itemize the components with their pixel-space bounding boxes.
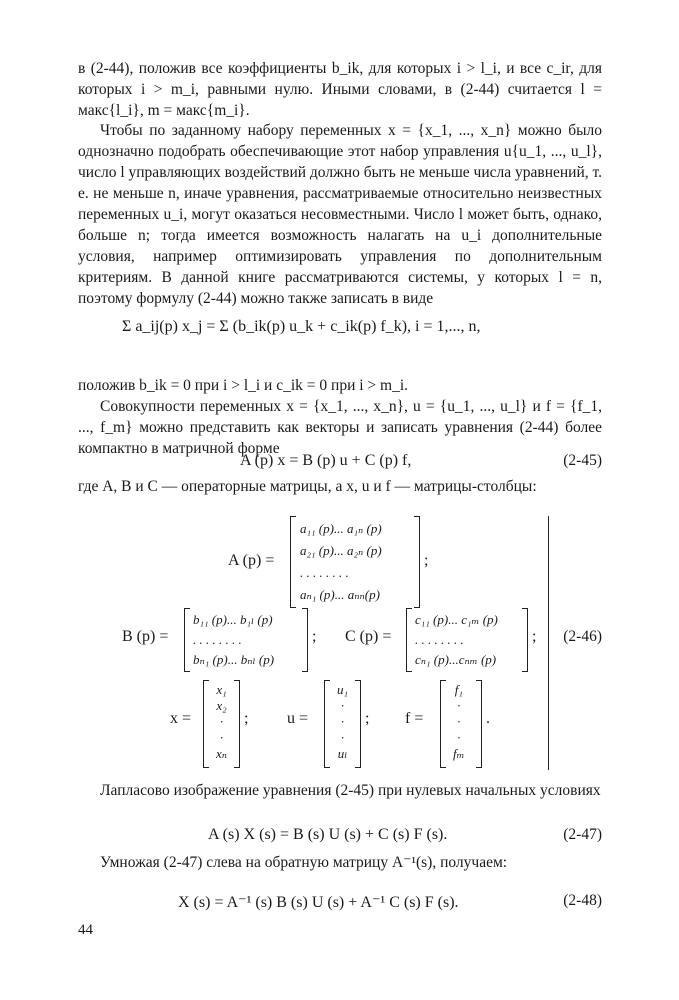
vector-f-left-bracket — [440, 680, 446, 768]
paragraph-1: в (2-44), положив все коэффициенты b_ik, для которых i > l_i, и все c_ir, для которых i > m_i, равными нулю. Иными словами, в (2-44) считается l = макс{l_i}, m = макс{m_i}. — [78, 60, 602, 119]
matrix-b-separator: ; — [312, 628, 317, 645]
vector-u-entry: uₗ — [337, 746, 348, 761]
page-number: 44 — [78, 922, 93, 938]
matrix-a-row: . . . . . . . . — [300, 565, 349, 580]
matrix-a-body — [300, 518, 382, 606]
matrix-a-row: aₙ₁ (p)... aₙₙ(p) — [300, 587, 380, 602]
matrix-b-row: b₁₁ (p)... b₁ₗ (p) — [193, 612, 273, 627]
equation-2-47: A (s) X (s) = B (s) U (s) + C (s) F (s). — [208, 826, 448, 843]
matrix-a-label: A (p) = — [228, 552, 275, 569]
vector-u-label: u = — [287, 710, 309, 727]
matrix-c-label: C (p) = — [345, 628, 392, 645]
vector-u-left-bracket — [324, 680, 330, 768]
vector-u-entry: · — [340, 730, 345, 745]
matrix-c-body — [415, 610, 498, 670]
matrix-c-separator: ; — [532, 628, 537, 645]
vector-x-right-bracket — [234, 680, 240, 768]
equation-number-2-46: (2-46) — [563, 628, 602, 645]
matrix-c-row: . . . . . . . . — [415, 632, 464, 647]
matrix-b-left-bracket — [184, 608, 190, 672]
vector-u-body — [337, 682, 348, 762]
vector-x-body — [216, 682, 227, 762]
vector-f-right-bracket — [476, 680, 482, 768]
vector-x-label: x = — [170, 710, 192, 727]
vector-u-right-bracket — [355, 680, 361, 768]
vector-x-left-bracket — [203, 680, 209, 768]
paragraph-3: положив b_ik = 0 при i > l_i и c_ik = 0 при i > m_i. — [78, 377, 409, 394]
matrix-c-left-bracket — [406, 608, 412, 672]
vector-x-entry: · — [219, 714, 224, 729]
vector-x-entry: x₂ — [216, 698, 227, 713]
equation-number-2-48: (2-48) — [563, 892, 602, 909]
vector-x-entry: xₙ — [216, 746, 228, 761]
matrix-a-separator: ; — [424, 552, 429, 569]
equation-2-45: A (p) x = B (p) u + C (p) f, — [240, 452, 412, 469]
vector-f-entry: · — [457, 730, 461, 745]
vector-f-entry: · — [457, 714, 461, 729]
matrix-a-row: a₂₁ (p)... a₂ₙ (p) — [300, 543, 382, 558]
matrix-b-row: . . . . . . . . — [193, 632, 242, 647]
matrix-b-label: B (p) = — [122, 628, 169, 645]
matrix-b-right-bracket — [302, 608, 308, 672]
paragraph-5: где A, B и C — операторные матрицы, а x, u и f — матрицы-столбцы: — [78, 478, 537, 495]
paragraph-4: Совокупности переменных x = {x_1, ..., x_n}, u = {u_1, ..., u_l} и f = {f_1, ..., f_m} можно представить как векторы и записать уравнения (2-44) более компактно в матричной форме — [78, 398, 602, 457]
matrix-a-right-bracket — [414, 516, 420, 608]
equation-2-48: X (s) = A⁻¹ (s) B (s) U (s) + A⁻¹ C (s) F (s). — [178, 894, 459, 911]
matrix-c-row: c₁₁ (p)... c₁ₘ (p) — [415, 612, 498, 627]
matrix-c-right-bracket — [522, 608, 528, 672]
sum-equation: Σ a_ij(p) x_j = Σ (b_ik(p) u_k + c_ik(p) f_k), i = 1,..., n, — [122, 318, 481, 335]
vector-u-entry: · — [340, 714, 345, 729]
paragraph-6: Лапласово изображение уравнения (2-45) при нулевых начальных условиях — [100, 782, 601, 799]
matrix-c-row: cₙ₁ (p)...cₙₘ (p) — [415, 652, 497, 667]
paragraph-7: Умножая (2-47) слева на обратную матрицу A⁻¹(s), получаем: — [100, 854, 508, 871]
matrix-b-row: bₙ₁ (p)... bₙₗ (p) — [193, 652, 275, 667]
vector-f-entry: f₁ — [454, 682, 463, 697]
matrix-group-brace — [540, 516, 549, 770]
vector-f-entry: fₘ — [453, 746, 465, 761]
vector-x-entry: · — [219, 730, 224, 745]
vector-u-entry: · — [340, 698, 345, 713]
vector-f-label: f = — [405, 710, 424, 727]
equation-number-2-47: (2-47) — [563, 826, 602, 843]
matrix-a-row: a₁₁ (p)... a₁ₙ (p) — [300, 521, 382, 536]
vector-u-entry: u₁ — [337, 682, 349, 697]
paragraph-2: Чтобы по заданному набору переменных x = {x_1, ..., x_n} можно было однозначно подобрать обеспечивающие этот набор управления u{u_1, ..., u_l}, число l управляющих воздействий должно быть не меньше числа уравнений, т. е. не меньше n, иначе уравнения, рассматриваемые относительно неизвестных переменных u_i, могут оказаться несовместными. Число l может быть, однако, больше n; тогда имеется возможность налагать на u_i дополнительные условия, например оптимизировать управления по дополнительным критериям. В данной книге рассматриваются системы, у которых l = n, поэтому формулу (2-44) можно также записать в виде — [78, 122, 602, 307]
equation-number-2-45: (2-45) — [563, 452, 602, 469]
matrix-b-body — [193, 610, 274, 670]
vector-f-body — [453, 682, 465, 762]
vector-u-separator: ; — [365, 710, 370, 727]
vector-f-entry: · — [457, 698, 461, 713]
vector-x-separator: ; — [244, 710, 249, 727]
matrix-a-left-bracket — [290, 516, 296, 608]
vector-f-terminator: . — [486, 710, 490, 727]
vector-x-entry: x₁ — [216, 682, 227, 697]
